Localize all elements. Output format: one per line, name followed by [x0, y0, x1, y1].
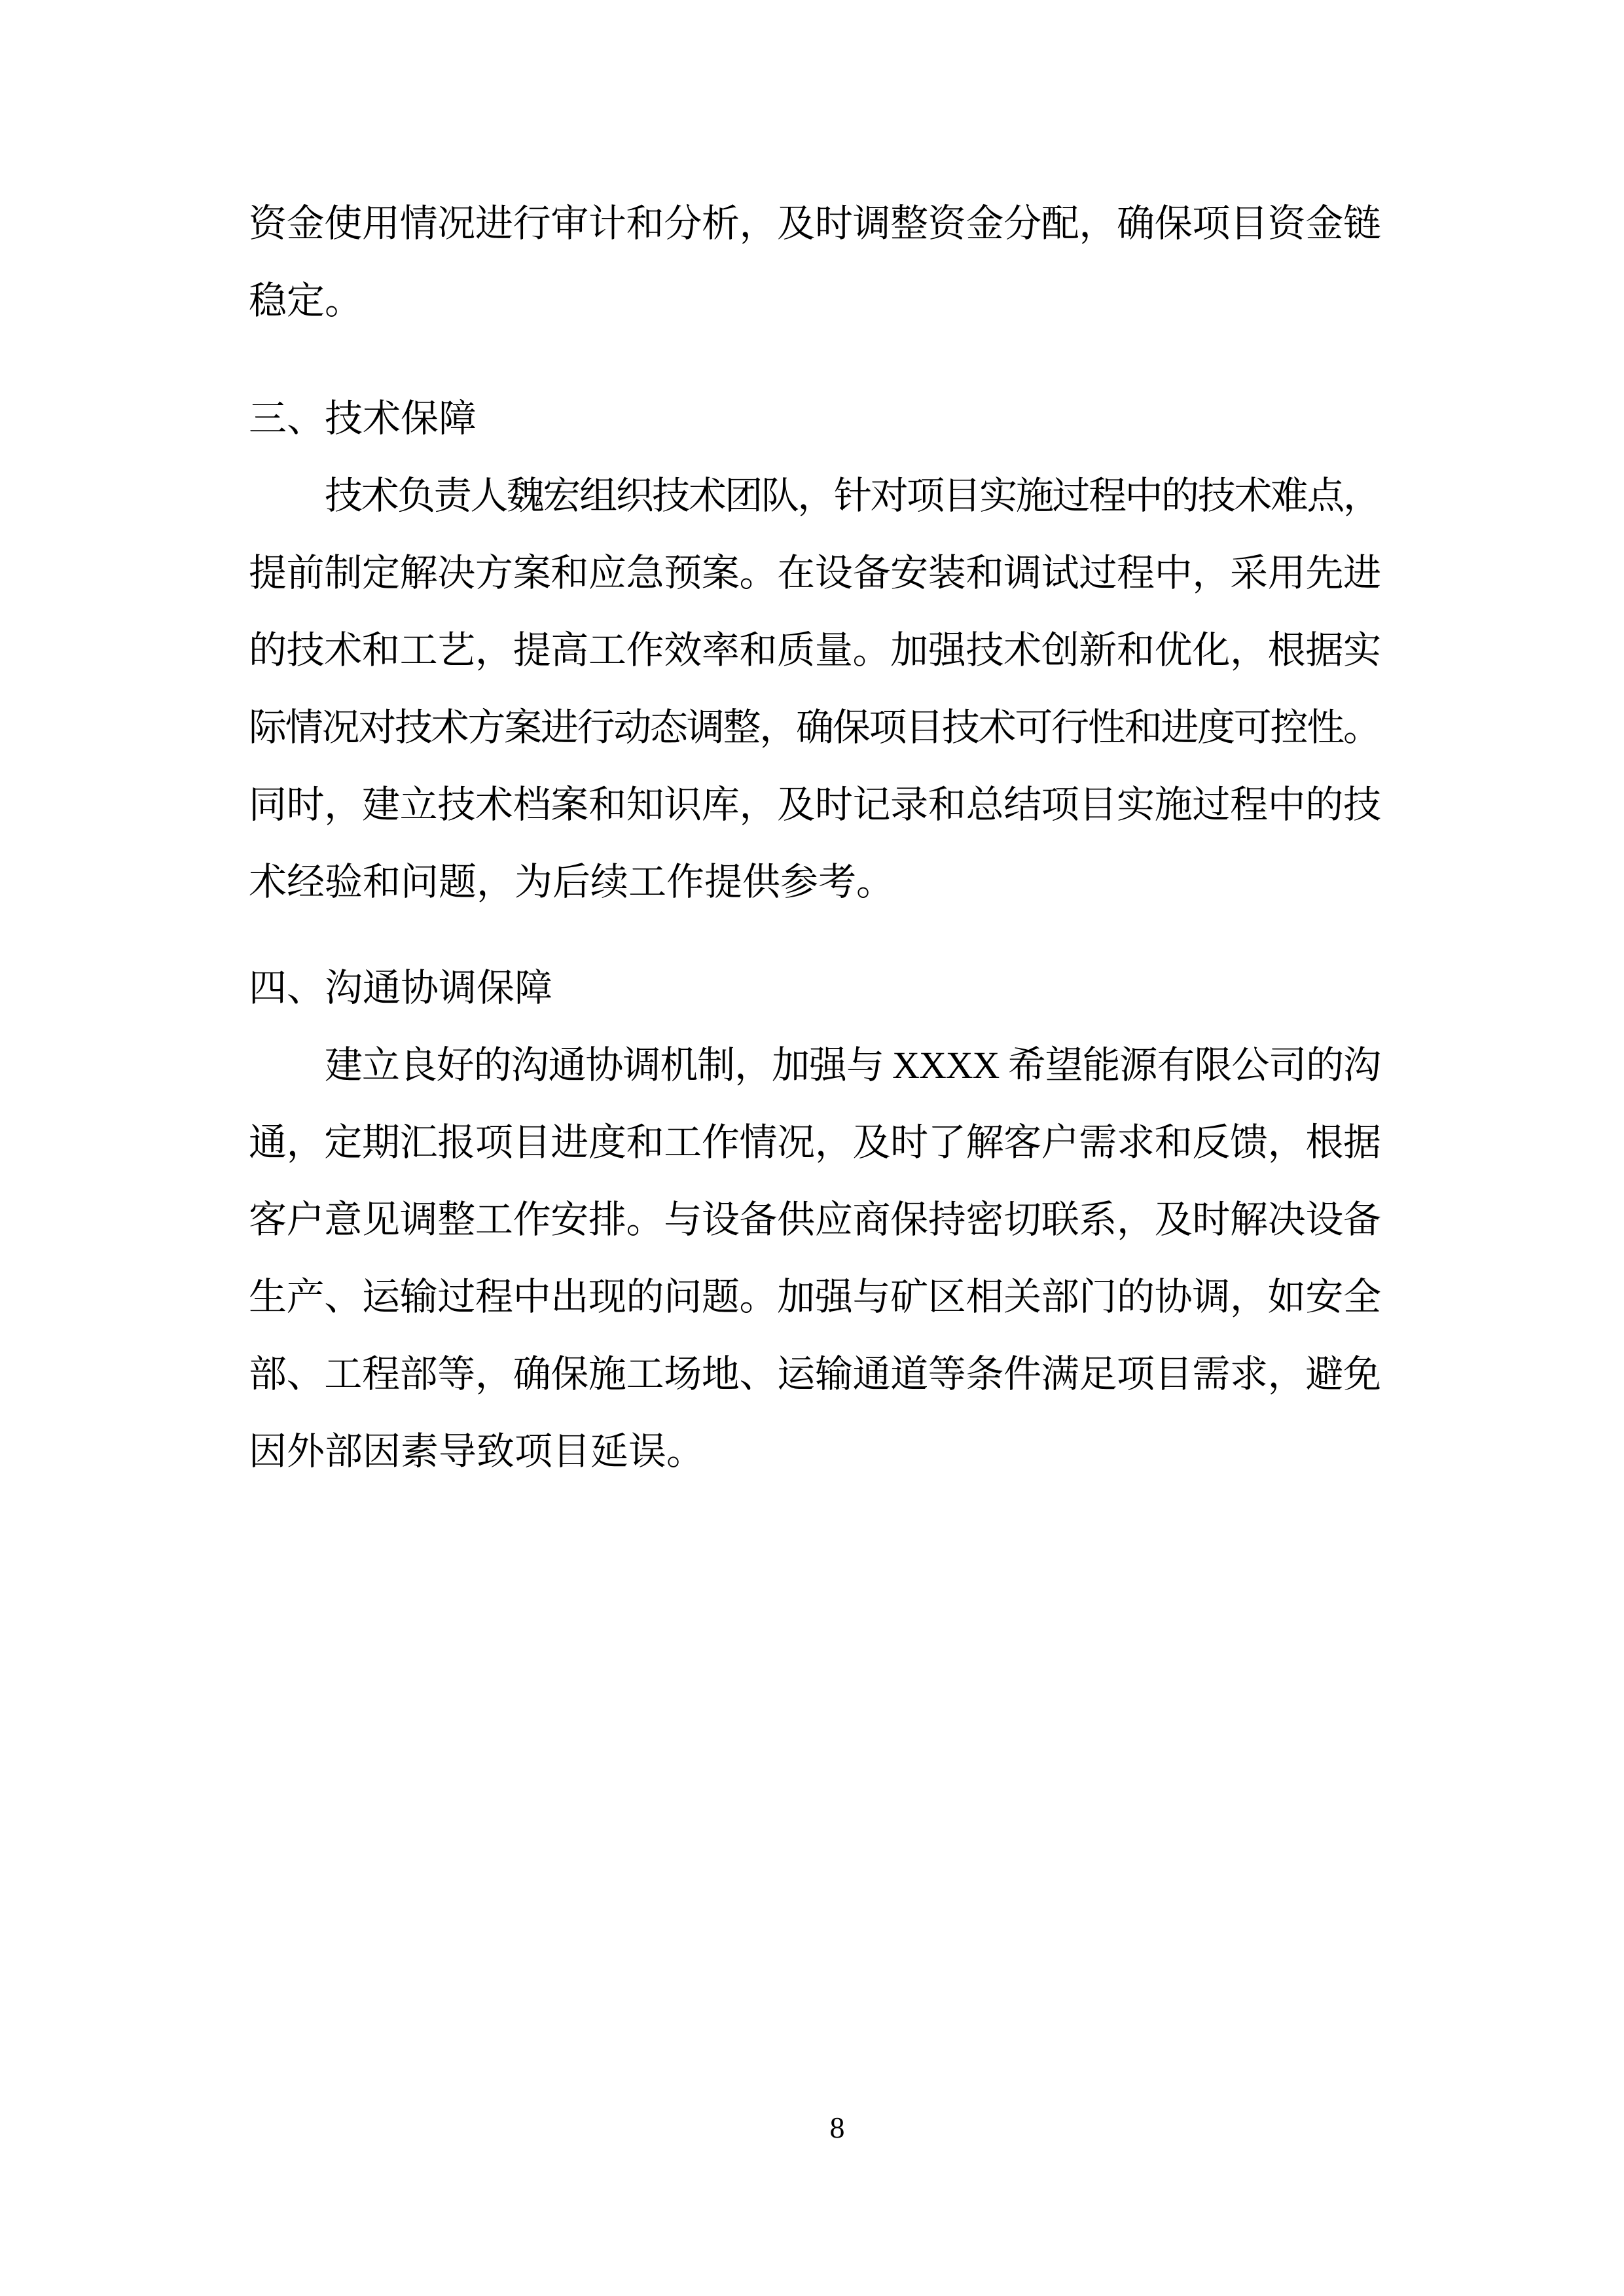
text-line-content: 术经验和问题，为后续工作提供参考。: [249, 861, 895, 903]
page-number: [271, 2111, 1403, 2144]
page-number-text: 8: [829, 2111, 845, 2144]
section-heading-text: 四、沟通协调保障: [249, 967, 553, 1009]
text-line-content: 同时，建立技术档案和知识库，及时记录和总结项目实施过程中的技: [249, 783, 1381, 826]
text-line: [249, 1027, 1381, 1104]
text-line: [249, 612, 1381, 689]
section-heading-three: [249, 380, 1381, 457]
text-line: [249, 1259, 1381, 1336]
text-line: [249, 766, 1381, 844]
text-line: [249, 457, 1381, 535]
text-line: [249, 1336, 1381, 1413]
paragraph-technical-assurance: [249, 457, 1381, 921]
text-line: [249, 262, 1381, 340]
section-heading-four: [249, 950, 1381, 1027]
text-line-content: 际情况对技术方案进行动态调整，确保项目技术可行性和进度可控性。: [249, 706, 1380, 749]
section-heading-text: 三、技术保障: [249, 397, 477, 440]
text-line: [249, 185, 1381, 262]
text-line: [249, 1413, 1381, 1490]
text-line-content: 稳定。: [249, 279, 363, 322]
text-line-content: 客户意见调整工作安排。与设备供应商保持密切联系，及时解决设备: [249, 1198, 1381, 1241]
text-line-content: 资金使用情况进行审计和分析，及时调整资金分配，确保项目资金链: [249, 202, 1381, 245]
text-line-content: 的技术和工艺，提高工作效率和质量。加强技术创新和优化，根据实: [249, 629, 1381, 672]
text-line: [249, 689, 1381, 766]
text-line: [249, 1104, 1381, 1181]
text-line: [249, 535, 1381, 612]
text-line-content: 技术负责人魏宏组织技术团队，针对项目实施过程中的技术难点，: [325, 475, 1380, 517]
text-line-content: 因外部因素导致项目延误。: [249, 1430, 705, 1473]
text-line-content: 生产、运输过程中出现的问题。加强与矿区相关部门的协调，如安全: [249, 1276, 1381, 1318]
text-line-content: 通，定期汇报项目进度和工作情况，及时了解客户需求和反馈，根据: [249, 1121, 1381, 1164]
text-line-content: 建立良好的沟通协调机制，加强与 XXXX 希望能源有限公司的沟: [325, 1044, 1380, 1086]
text-content: [249, 185, 1381, 1490]
text-line-content: 部、工程部等，确保施工场地、运输通道等条件满足项目需求，避免: [249, 1353, 1381, 1395]
text-line-content: 提前制定解决方案和应急预案。在设备安装和调试过程中，采用先进: [249, 552, 1381, 594]
text-line: [249, 1181, 1381, 1259]
paragraph-communication-assurance: [249, 1027, 1381, 1490]
paragraph-funding-continued: [249, 185, 1381, 340]
text-line: [249, 844, 1381, 921]
